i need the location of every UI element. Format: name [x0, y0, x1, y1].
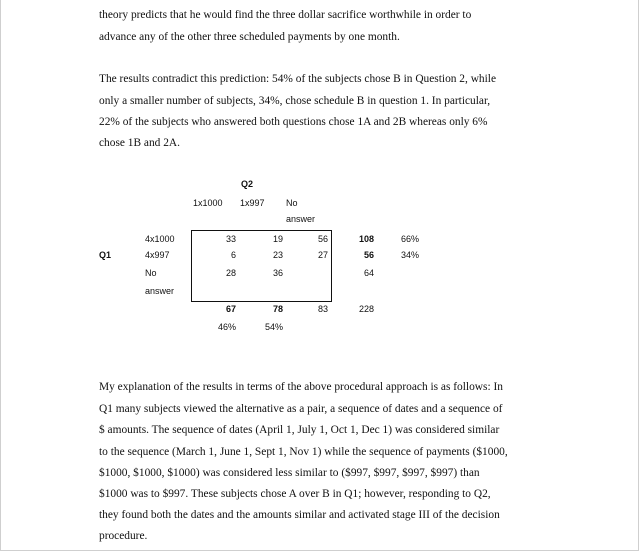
col-header-1x1000: 1x1000 — [193, 198, 223, 208]
cell-r2-c3: 27 — [317, 250, 328, 260]
paragraph-line: The results contradict this prediction: 54% of the subjects chose B in Question 2, while — [99, 73, 497, 85]
row-percent-2: 34% — [400, 250, 419, 260]
row-header-4x1000: 4x1000 — [145, 234, 175, 244]
paragraph-line: only a smaller number of subjects, 34%, chose schedule B in question 1. In particular, — [99, 95, 491, 107]
col-total-2: 78 — [272, 304, 283, 314]
row-header-answer: answer — [145, 286, 175, 296]
paragraph-line: Q1 many subjects viewed the alternative as a pair, a sequence of dates and a sequence of — [99, 403, 503, 415]
grand-total: 228 — [358, 304, 374, 314]
row-total-2: 56 — [363, 250, 374, 260]
col-total-3: 83 — [317, 304, 328, 314]
cell-r1-c3: 56 — [317, 234, 328, 244]
paragraph-line: they found both the dates and the amounts similar and activated stage III of the decision — [99, 509, 500, 521]
row-header-4x997: 4x997 — [145, 250, 170, 260]
row-total-1: 108 — [358, 234, 374, 244]
paragraph-line: theory predicts that he would find the three dollar sacrifice worthwhile in order to — [99, 9, 472, 21]
col-header-no: No — [286, 198, 298, 208]
paragraph-line: advance any of the other three scheduled payments by one month. — [99, 31, 400, 43]
paragraph-line: $ amounts. The sequence of dates (April 1, July 1, Oct 1, Dec 1) was considered similar — [99, 424, 500, 436]
col-header-answer: answer — [286, 214, 316, 224]
row-total-3: 64 — [363, 268, 374, 278]
paragraph-line: 22% of the subjects who answered both questions chose 1A and 2B whereas only 6% — [99, 116, 488, 128]
row-header-no: No — [145, 268, 157, 278]
q1-label: Q1 — [99, 250, 112, 260]
paragraph-line: $1000, $1000, $1000) was considered less similar to ($997, $997, $997, $997) than — [99, 467, 480, 479]
cell-r1-c1: 33 — [225, 234, 236, 244]
paragraph-line: procedure. — [99, 530, 148, 542]
row-percent-1: 66% — [400, 234, 419, 244]
col-total-1: 67 — [225, 304, 236, 314]
paragraph-line: chose 1B and 2A. — [99, 137, 180, 149]
cell-r3-c2: 36 — [272, 268, 283, 278]
paragraph-line: to the sequence (March 1, June 1, Sept 1, Nov 1) while the sequence of payments ($1000, — [99, 446, 508, 458]
col-percent-1: 46% — [217, 322, 236, 332]
cell-r2-c1: 6 — [230, 250, 236, 260]
cell-r3-c1: 28 — [225, 268, 236, 278]
col-percent-2: 54% — [264, 322, 283, 332]
q2-label: Q2 — [241, 179, 254, 189]
paragraph-line: $1000 was to $997. These subjects chose A over B in Q1; however, responding to Q2, — [99, 488, 491, 500]
cell-r2-c2: 23 — [272, 250, 283, 260]
paragraph-line: My explanation of the results in terms of the above procedural approach is as follows: In — [99, 381, 503, 393]
cell-r1-c2: 19 — [272, 234, 283, 244]
col-header-1x997: 1x997 — [240, 198, 265, 208]
